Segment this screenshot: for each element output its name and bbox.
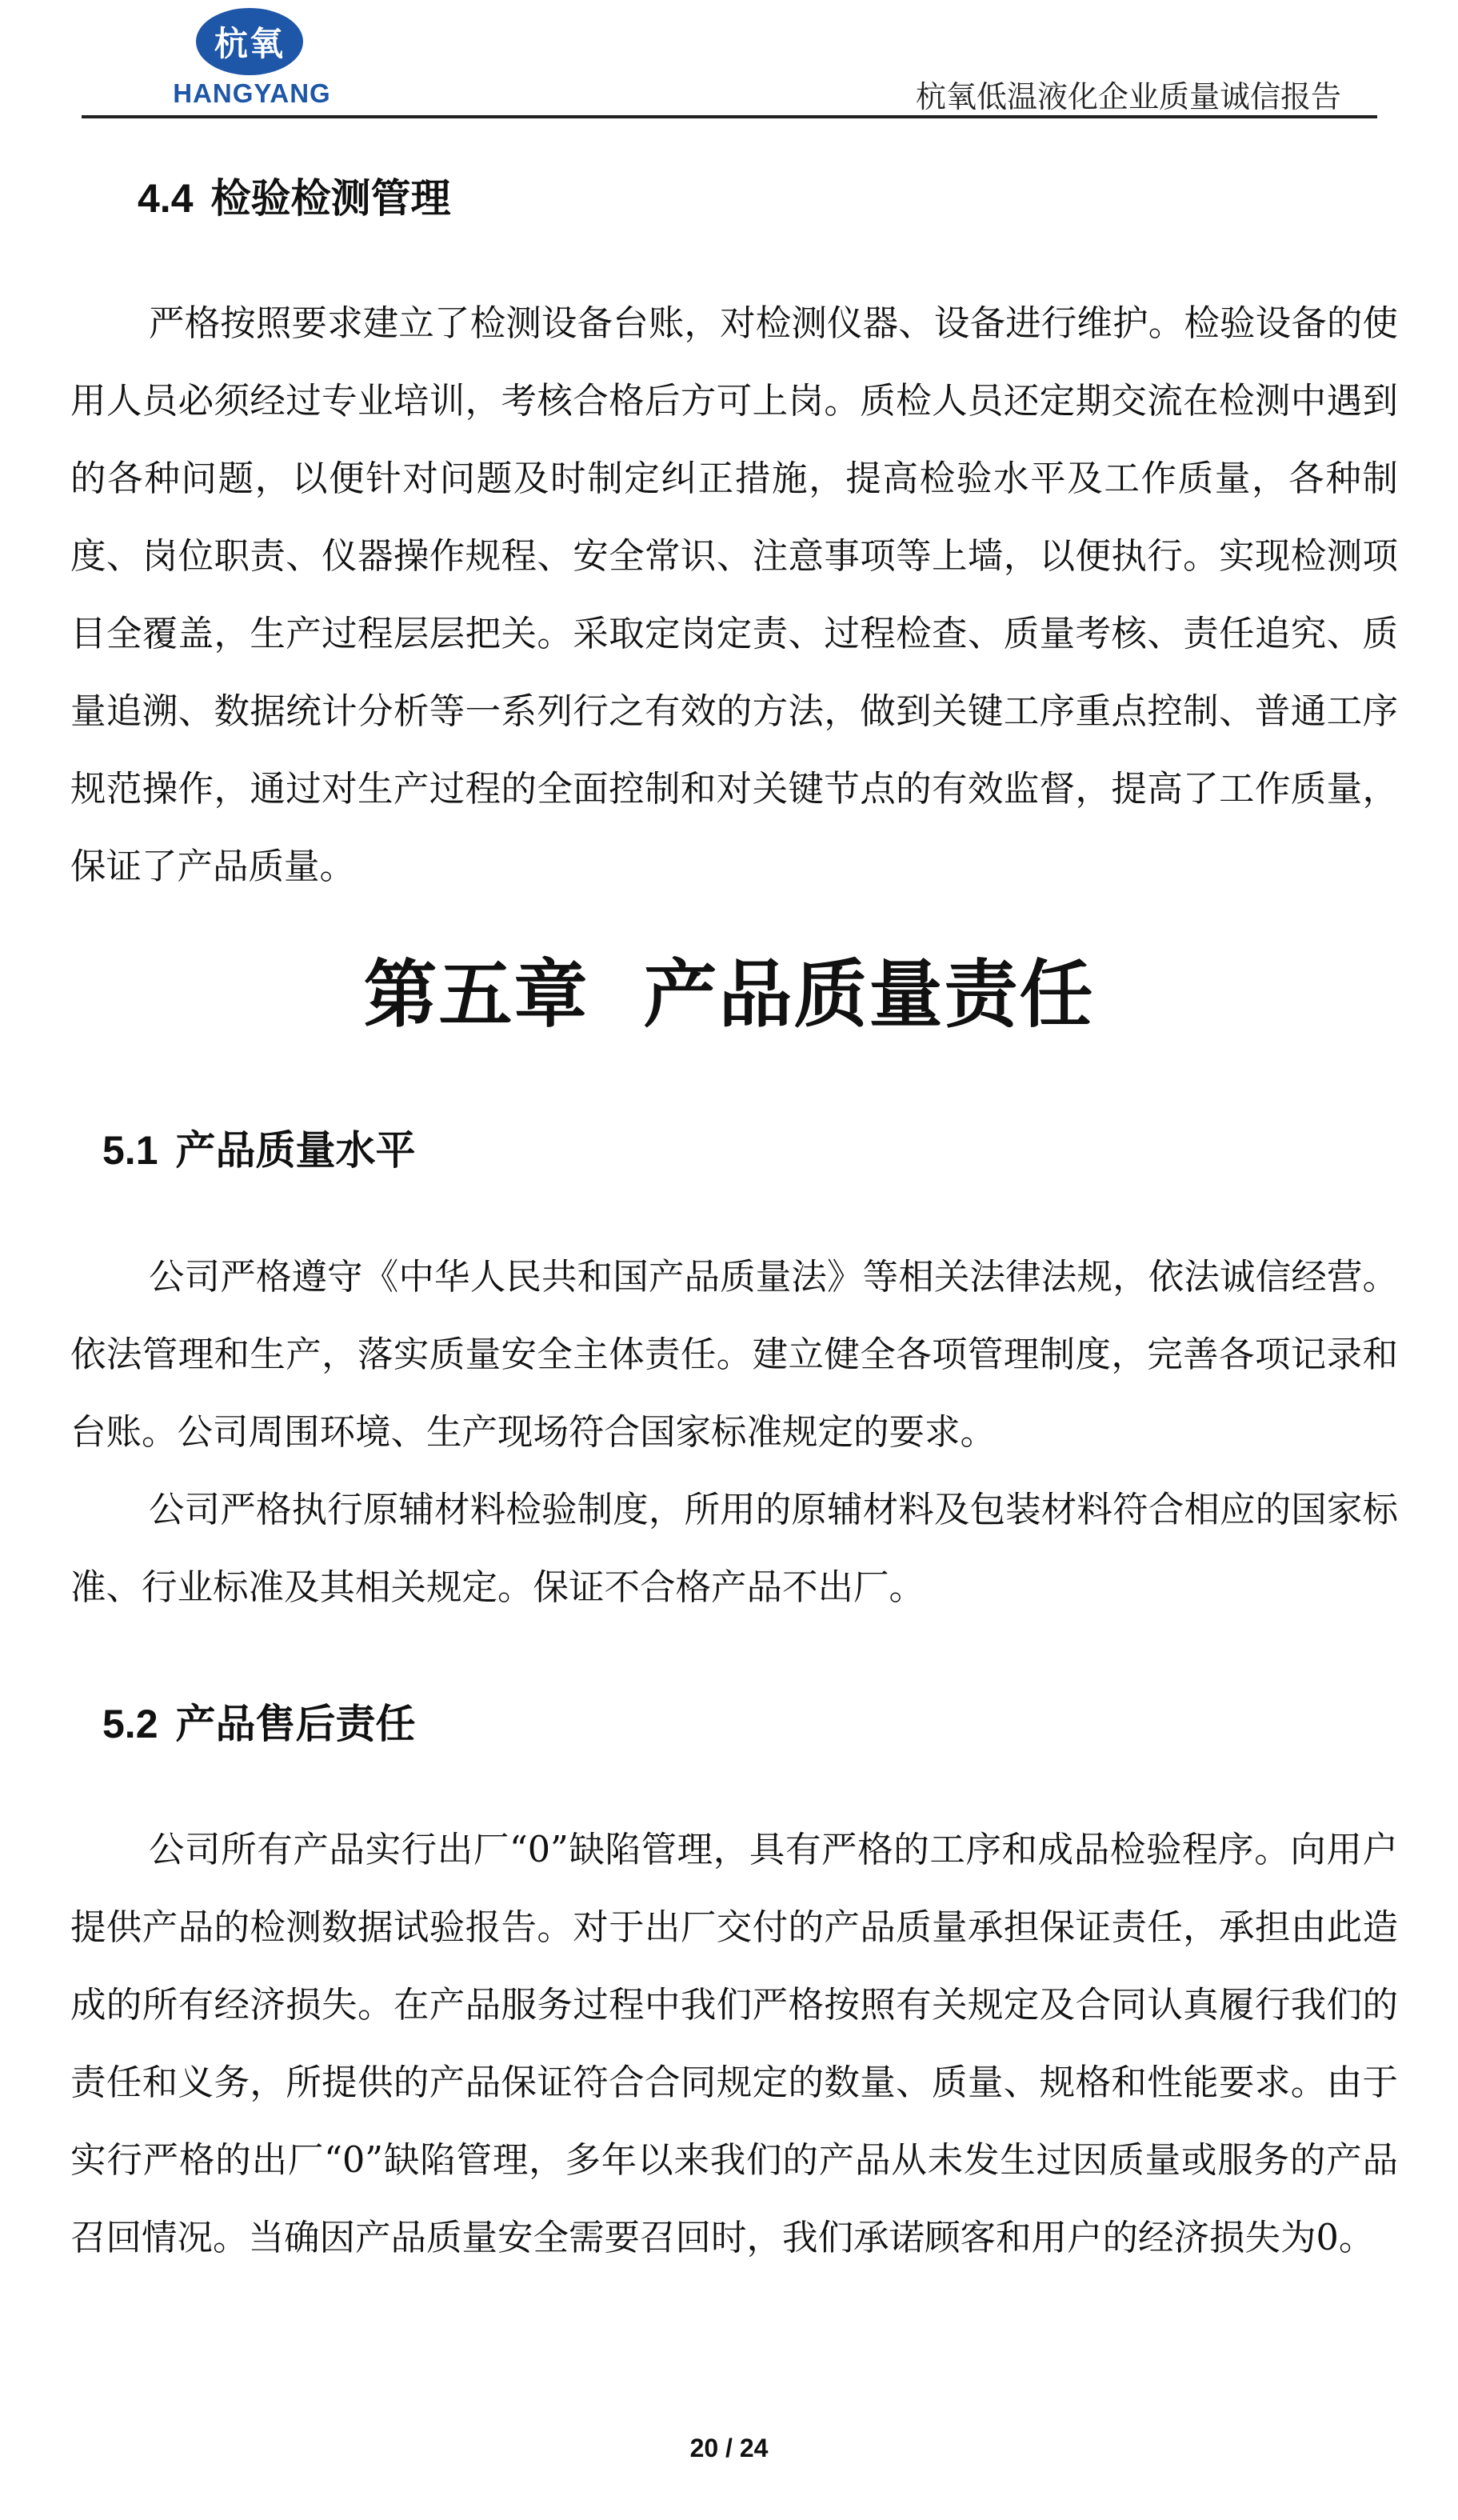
section-title: 产品售后责任: [175, 1701, 416, 1747]
section-title: 检验检测管理: [210, 175, 451, 222]
chapter-title: 第五章 产品质量责任: [363, 952, 1095, 1038]
hangyang-logo: [168, 0, 336, 112]
header-divider: [82, 115, 1377, 118]
section-4-4-paragraph: 严格按照要求建立了检测设备台账，对检测仪器、设备进行维护。检验设备的使用人员必须经过专业培训，考核合格后方可上岗。质检人员还定期交流在检测中遇到的各种问题，以便针对问题及时制定纠正措施，提高检验水平及工作质量，各种制度、岗位职责、仪器操作规程、安全常识、注意事项等上墙，以便执行。实现检测项目全覆盖，生产过程层层把关。采取定岗定责、过程检查、质量考核、责任追究、质量追溯、数据统计分析等一系列行之有效的方法，做到关键工序重点控制、普通工序规范操作，通过对生产过程的全面控制和对关键节点的有效监督，提高了工作质量，保证了产品质量。: [70, 303, 1398, 887]
section-5-2-paragraph: 公司所有产品实行出厂“0”缺陷管理，具有严格的工序和成品检验程序。向用户提供产品的检测数据试验报告。对于出厂交付的产品质量承担保证责任，承担由此造成的所有经济损失。在产品服务过程中我们严格按照有关规定及合同认真履行我们的责任和义务，所提供的产品保证符合合同规定的数量、质量、规格和性能要求。由于实行严格的出厂“0”缺陷管理，多年以来我们的产品从未发生过因质量或服务的产品召回情况。当确因产品质量安全需要召回时，我们承诺顾客和用户的经济损失为0。: [70, 1830, 1398, 2258]
logo-chinese-text: 杭氧: [214, 24, 285, 63]
section-5-2-heading: [102, 1692, 416, 1750]
section-5-1-paragraph-1: 公司严格遵守《中华人民共和国产品质量法》等相关法律法规，依法诚信经营。依法管理和生产，落实质量安全主体责任。建立健全各项管理制度，完善各项记录和台账。公司周围环境、生产现场符合国家标准规定的要求。: [70, 1257, 1398, 1453]
section-number: 4.4: [138, 176, 194, 221]
report-header-title: 杭氧低温液化企业质量诚信报告: [915, 79, 1341, 114]
section-5-1-paragraph-2: 公司严格执行原辅材料检验制度，所用的原辅材料及包装材料符合相应的国家标准、行业标准及其相关规定。保证不合格产品不出厂。: [70, 1490, 1398, 1608]
page-number: 20 / 24: [689, 2434, 769, 2462]
section-title: 产品质量水平: [175, 1127, 416, 1174]
logo-english-text: HANGYANG: [173, 78, 331, 108]
section-5-1-heading: [102, 1118, 416, 1176]
section-4-4-heading: [138, 166, 451, 224]
section-number: 5.1: [102, 1128, 158, 1173]
logo-emblem: [196, 8, 303, 75]
section-number: 5.2: [102, 1702, 158, 1746]
